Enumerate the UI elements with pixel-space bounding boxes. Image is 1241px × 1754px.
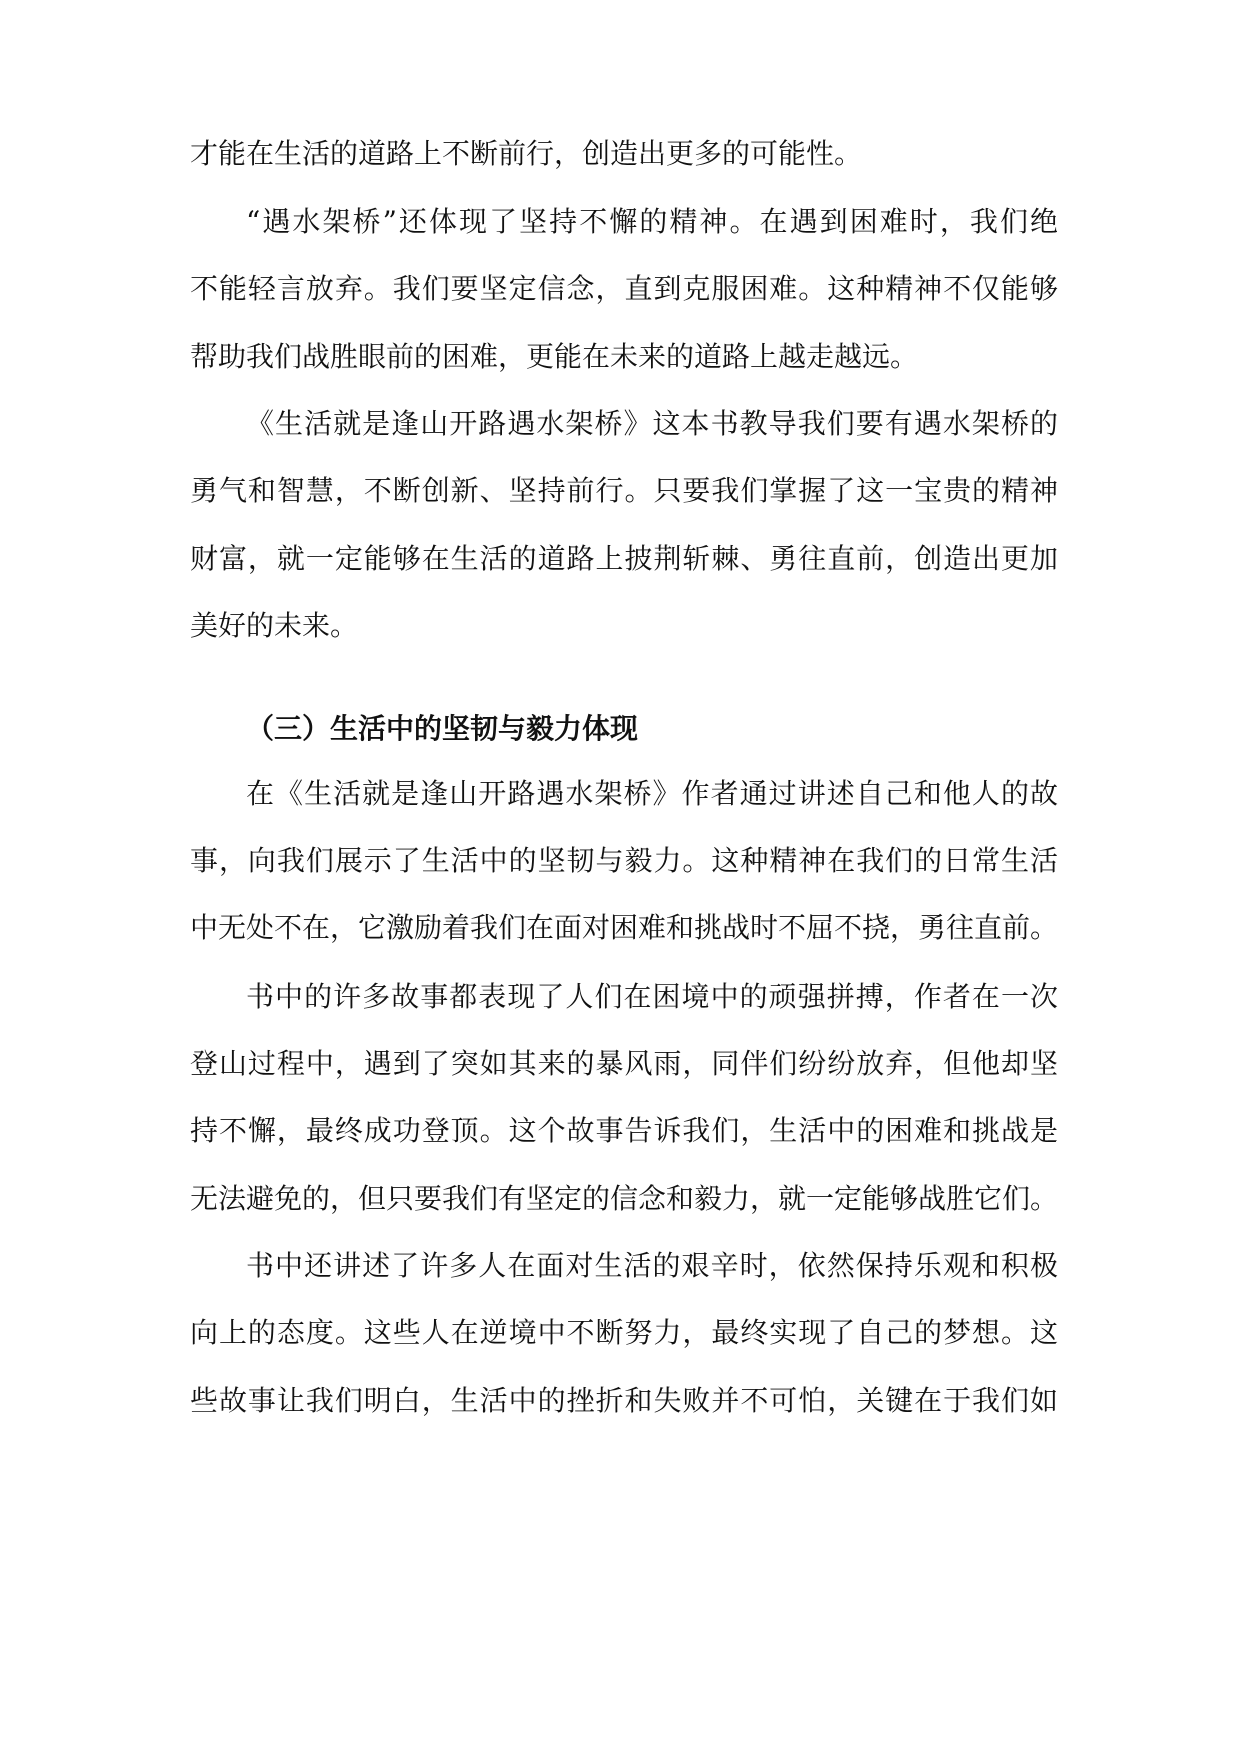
paragraph-line: 事，向我们展示了生活中的坚韧与毅力。这种精神在我们的日常生活 xyxy=(190,844,1058,877)
paragraph-line: 帮助我们战胜眼前的困难，更能在未来的道路上越走越远。 xyxy=(190,340,919,373)
paragraph-line: “遇水架桥”还体现了坚持不懈的精神。在遇到困难时，我们绝 xyxy=(246,205,1058,238)
paragraph-line: 在《生活就是逢山开路遇水架桥》作者通过讲述自己和他人的故 xyxy=(246,777,1058,810)
paragraph-line: 向上的态度。这些人在逆境中不断努力，最终实现了自己的梦想。这 xyxy=(190,1316,1058,1349)
paragraph-line: 中无处不在，它激励着我们在面对困难和挑战时不屈不挠，勇往直前。 xyxy=(190,911,1059,944)
paragraph-line: 持不懈，最终成功登顶。这个故事告诉我们，生活中的困难和挑战是 xyxy=(190,1114,1058,1147)
paragraph-line: 财富，就一定能够在生活的道路上披荆斩棘、勇往直前，创造出更加 xyxy=(190,542,1058,575)
paragraph-line: 美好的未来。 xyxy=(190,609,359,642)
paragraph-line: 些故事让我们明白，生活中的挫折和失败并不可怕，关键在于我们如 xyxy=(190,1384,1058,1417)
paragraph-line: 书中还讲述了许多人在面对生活的艰辛时，依然保持乐观和积极 xyxy=(246,1249,1058,1282)
paragraph-line: 勇气和智慧，不断创新、坚持前行。只要我们掌握了这一宝贵的精神 xyxy=(190,474,1058,507)
section-heading: （三）生活中的坚韧与毅力体现 xyxy=(246,712,639,745)
paragraph-line: 《生活就是逢山开路遇水架桥》这本书教导我们要有遇水架桥的 xyxy=(246,407,1058,440)
paragraph-line: 不能轻言放弃。我们要坚定信念，直到克服困难。这种精神不仅能够 xyxy=(190,272,1058,305)
paragraph-line: 才能在生活的道路上不断前行，创造出更多的可能性。 xyxy=(190,137,863,170)
paragraph-line: 登山过程中，遇到了突如其来的暴风雨，同伴们纷纷放弃，但他却坚 xyxy=(190,1047,1058,1080)
paragraph-line: 无法避免的，但只要我们有坚定的信念和毅力，就一定能够战胜它们。 xyxy=(190,1182,1059,1215)
paragraph-line: 书中的许多故事都表现了人们在困境中的顽强拼搏，作者在一次 xyxy=(246,980,1058,1013)
